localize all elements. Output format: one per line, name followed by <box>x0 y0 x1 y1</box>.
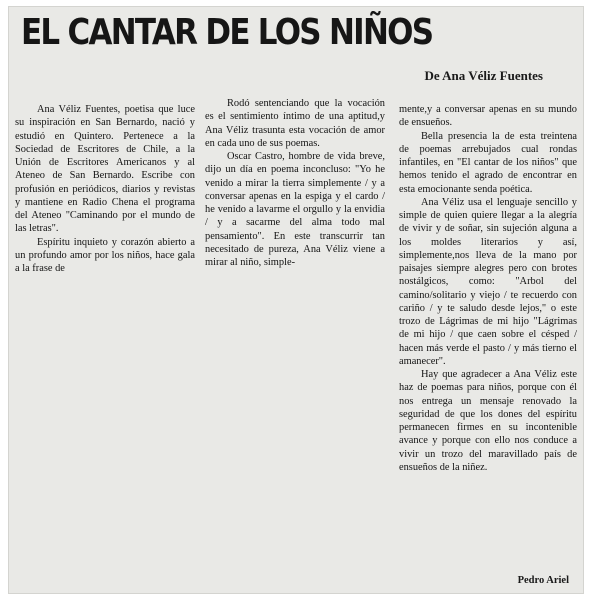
paragraph: Hay que agradecer a Ana Véliz este haz de poemas para niños, porque con él nos entrega un mensaje renovado la seguridad de que los dones del espíritu permanecen firmes en su incontenible avance y porque con ello nos conduce a vivir un trozo del maravillado país de ensueños de la niñez. <box>399 369 577 473</box>
article-column-2 <box>205 97 385 269</box>
paragraph: Ana Véliz usa el lenguaje sencillo y simple de quien quiere llegar a la alegría de vivir y de soñar, sin sujeción alguna a los moldes literarios y así, simplemente,nos lleva de la mano por paisajes siempre alegres pero con brotes nostálgicos, como: "Arbol del camino/solitario y viejo / te recuerdo con cariño / y te saludo desde lejos," o este trozo de Lágrimas de mi hijo "Lágrimas de mi hijo / que caen sobre el césped / hacen más verde el pasto / y más tierno el amanecer". <box>399 196 577 367</box>
paragraph: Ana Véliz Fuentes, poetisa que luce su inspiración en San Bernardo, nació y estudió en Quintero. Pertenece a la Sociedad de Escritores de Chile, a la Unión de Escritores Americanos y al Ateneo de San Bernardo. Escribe con profusión en periódicos, diarios y revistas y mantiene en Radio Chena el programa del Ateneo "Caminando por el mundo de las letras". <box>15 104 195 235</box>
article-byline: De Ana Véliz Fuentes <box>424 68 543 83</box>
paragraph: mente,y a conversar apenas en su mundo de ensueños. <box>399 104 577 129</box>
article-headline: EL CANTAR DE LOS NIÑOS <box>21 12 433 53</box>
paragraph: Oscar Castro, hombre de vida breve, dijo un día en poema inconcluso: "Yo he venido a mirar la tierra simplemente / y a conversar apenas en la espiga y el cardo / he venido a lavarme el orgullo y la envidia / y a sacarme del alma todo mal pensamiento". En este transcurrir tan necesitado de pureza, Ana Véliz viene a mirar al niño, simple- <box>205 151 385 268</box>
paragraph: Espíritu inquieto y corazón abierto a un profundo amor por los niños, hace gala a la frase de <box>15 236 195 274</box>
article-column-3 <box>399 103 577 474</box>
article-column-1 <box>15 103 195 275</box>
paragraph: Bella presencia la de esta treintena de poemas arrebujados cual rondas infantiles, en "El cantar de los niños" que hemos tenido el agrado de encontrar en esta emocionante senda poética. <box>399 130 577 195</box>
paragraph: Rodó sentenciando que la vocación es el sentimiento íntimo de una aptitud,y Ana Véliz trasunta esta vocación de amor en cada uno de sus poemas. <box>205 98 385 149</box>
newspaper-clipping <box>8 6 584 594</box>
article-signature: Pedro Ariel <box>517 575 569 586</box>
